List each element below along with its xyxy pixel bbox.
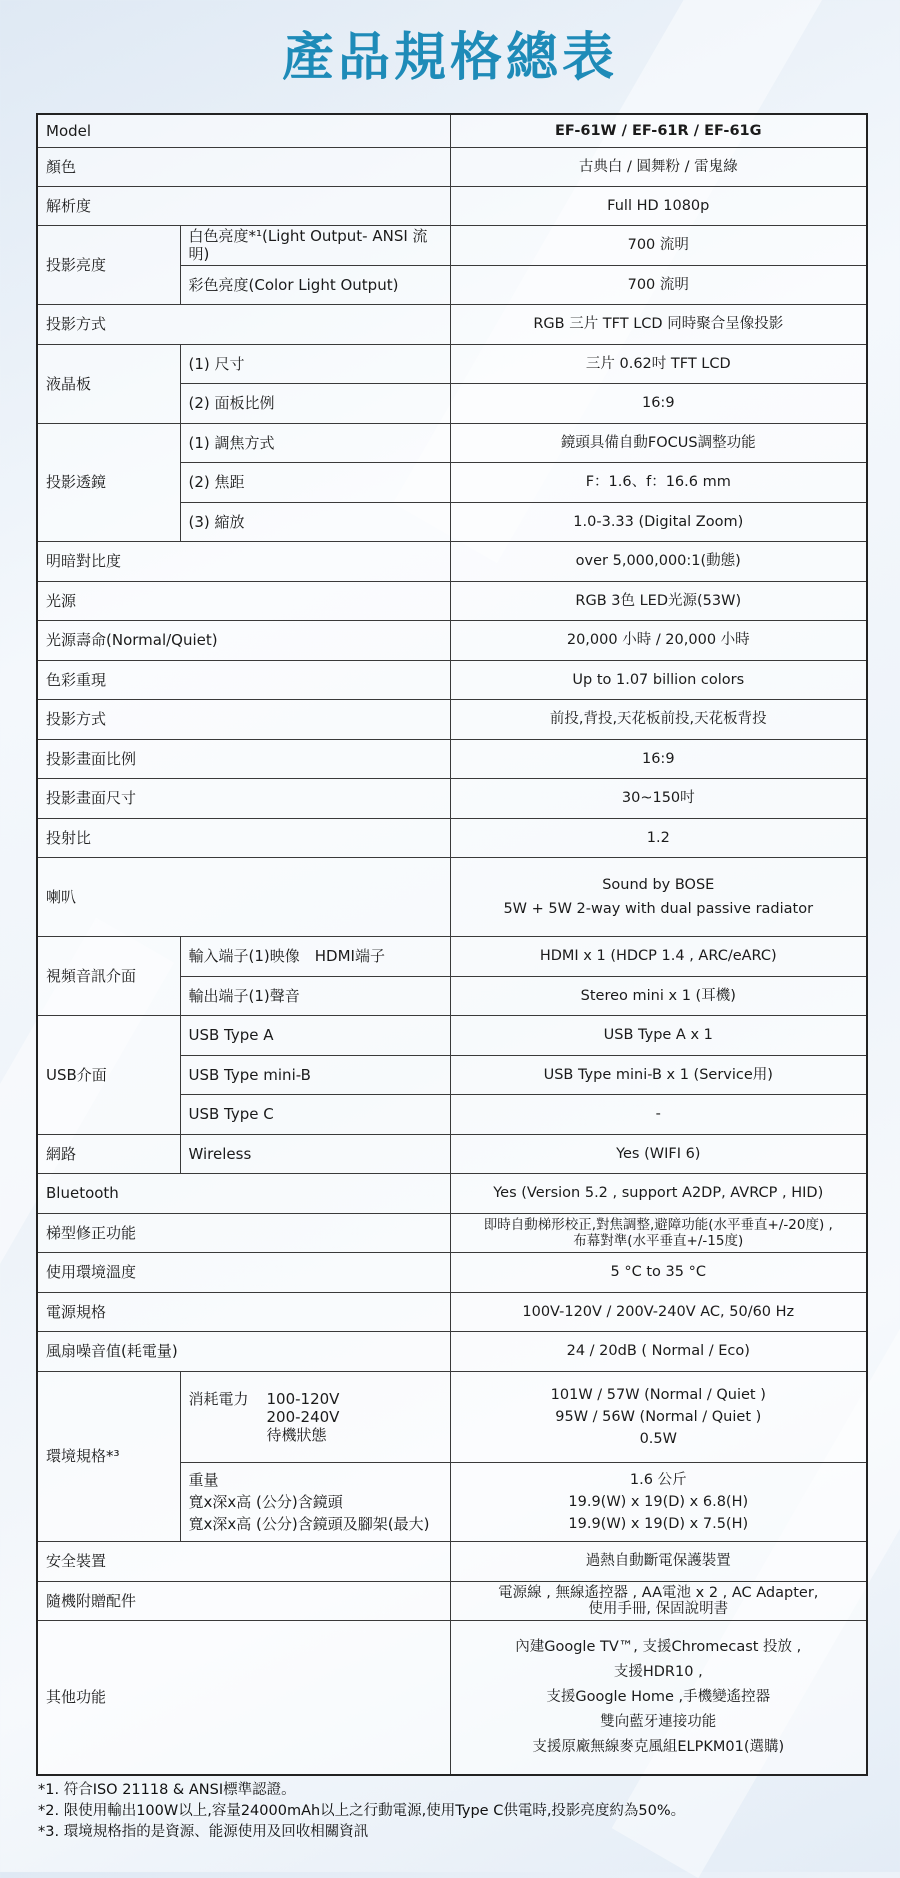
row-value: 內建Google TV™, 支援Chromecast 投放 , 支援HDR10 , 支援Google Home ,手機變遙控器 雙向藍牙連接功能 支援原廠無線麥克風組ELPKM01(選購) <box>450 1620 867 1775</box>
table-row <box>37 1331 867 1371</box>
sub-label: USB Type C <box>180 1094 450 1134</box>
footnotes <box>38 1780 868 1843</box>
row-value: 鏡頭具備自動FOCUS調整功能 <box>450 423 867 462</box>
row-value: EF-61W / EF-61R / EF-61G <box>450 114 867 147</box>
row-value: RGB 三片 TFT LCD 同時聚合呈像投影 <box>450 304 867 344</box>
row-label: 電源規格 <box>37 1292 450 1331</box>
group-label: 環境規格*³ <box>37 1371 180 1541</box>
table-row <box>37 1015 867 1055</box>
table-row <box>37 541 867 581</box>
row-label: 色彩重現 <box>37 660 450 699</box>
row-label: Bluetooth <box>37 1173 450 1213</box>
row-value: 古典白 / 圓舞粉 / 雷鬼綠 <box>450 147 867 186</box>
row-label: 隨機附贈配件 <box>37 1581 450 1620</box>
table-row <box>37 699 867 739</box>
sub-label: 消耗電力 <box>188 1389 249 1408</box>
table-row <box>37 1213 867 1252</box>
row-label: 解析度 <box>37 186 450 225</box>
table-row <box>37 660 867 699</box>
row-value: - <box>450 1094 867 1134</box>
table-row <box>37 1134 867 1173</box>
row-value: 16:9 <box>450 739 867 778</box>
table-row <box>37 304 867 344</box>
table-row <box>37 1541 867 1581</box>
row-value: 1.2 <box>450 818 867 857</box>
row-label: 投影方式 <box>37 699 450 739</box>
row-value: over 5,000,000:1(動態) <box>450 541 867 581</box>
table-row <box>37 1581 867 1620</box>
row-label: 投影畫面尺寸 <box>37 778 450 818</box>
table-row <box>37 620 867 660</box>
group-label: 液晶板 <box>37 344 180 423</box>
page-title: 產品規格總表 <box>281 28 618 88</box>
row-label: 投影畫面比例 <box>37 739 450 778</box>
group-label: USB介面 <box>37 1015 180 1134</box>
row-value: 101W / 57W (Normal / Quiet ) 95W / 56W (Normal / Quiet ) 0.5W <box>450 1371 867 1462</box>
row-value: 20,000 小時 / 20,000 小時 <box>450 620 867 660</box>
table-row <box>37 344 867 383</box>
sub-label: 輸入端子(1)映像 HDMI端子 <box>180 936 450 976</box>
table-row <box>37 818 867 857</box>
row-value: 電源線 , 無線遙控器 , AA電池 x 2 , AC Adapter, 使用手冊, 保固說明書 <box>450 1581 867 1620</box>
row-value: 三片 0.62吋 TFT LCD <box>450 344 867 383</box>
row-value: HDMI x 1 (HDCP 1.4 , ARC/eARC) <box>450 936 867 976</box>
row-label: 使用環境溫度 <box>37 1252 450 1292</box>
table-row <box>37 936 867 976</box>
table-row <box>37 225 867 265</box>
row-label: 顏色 <box>37 147 450 186</box>
spec-table <box>36 113 868 1776</box>
row-value: 1.0-3.33 (Digital Zoom) <box>450 502 867 541</box>
row-label: 風扇噪音值(耗電量) <box>37 1331 450 1371</box>
row-value: Yes (WIFI 6) <box>450 1134 867 1173</box>
row-label: 光源壽命(Normal/Quiet) <box>37 620 450 660</box>
table-row <box>37 1371 867 1462</box>
group-label: 網路 <box>37 1134 180 1173</box>
table-row <box>37 147 867 186</box>
table-row <box>37 1173 867 1213</box>
row-value: RGB 3色 LED光源(53W) <box>450 581 867 620</box>
row-label: Model <box>37 114 450 147</box>
table-row <box>37 1292 867 1331</box>
row-value: 即時自動梯形校正,對焦調整,避障功能(水平垂直+/-20度) , 布幕對準(水平垂直+/-15度) <box>450 1213 867 1252</box>
row-label: 梯型修正功能 <box>37 1213 450 1252</box>
row-value: 30~150吋 <box>450 778 867 818</box>
row-value: 24 / 20dB ( Normal / Eco) <box>450 1331 867 1371</box>
row-value: Up to 1.07 billion colors <box>450 660 867 699</box>
power-consumption-block <box>189 1390 442 1444</box>
row-value: 700 流明 <box>450 265 867 304</box>
row-label: 喇叭 <box>37 857 450 936</box>
sub-label: 彩色亮度(Color Light Output) <box>180 265 450 304</box>
sub-label: Wireless <box>180 1134 450 1173</box>
row-value: 700 流明 <box>450 225 867 265</box>
sub-label: 白色亮度*¹(Light Output- ANSI 流明) <box>180 225 450 265</box>
row-value: Sound by BOSE 5W + 5W 2-way with dual passive radiator <box>450 857 867 936</box>
table-row <box>37 114 867 147</box>
row-label: 光源 <box>37 581 450 620</box>
sub-label: (2) 面板比例 <box>180 383 450 423</box>
group-label: 投影透鏡 <box>37 423 180 541</box>
sub-label: (1) 尺寸 <box>180 344 450 383</box>
sub-label: USB Type mini-B <box>180 1055 450 1094</box>
row-label: 投射比 <box>37 818 450 857</box>
row-value: 過熱自動斷電保護裝置 <box>450 1541 867 1581</box>
row-label: 安全裝置 <box>37 1541 450 1581</box>
row-value: 1.6 公斤 19.9(W) x 19(D) x 6.8(H) 19.9(W) x 19(D) x 7.5(H) <box>450 1462 867 1541</box>
row-value: 100V-120V / 200V-240V AC, 50/60 Hz <box>450 1292 867 1331</box>
table-row <box>37 857 867 936</box>
row-value: 前投,背投,天花板前投,天花板背投 <box>450 699 867 739</box>
row-value: 16:9 <box>450 383 867 423</box>
row-value: 5 °C to 35 °C <box>450 1252 867 1292</box>
sub-label: (2) 焦距 <box>180 462 450 502</box>
footnote: *3. 環境規格指的是資源、能源使用及回收相關資訊 <box>38 1824 369 1840</box>
row-label: 明暗對比度 <box>37 541 450 581</box>
sub-label: (1) 調焦方式 <box>180 423 450 462</box>
sub-label: 重量 寬x深x高 (公分)含鏡頭 寬x深x高 (公分)含鏡頭及腳架(最大) <box>180 1462 450 1541</box>
row-value: Full HD 1080p <box>450 186 867 225</box>
table-row <box>37 1620 867 1775</box>
row-value: USB Type A x 1 <box>450 1015 867 1055</box>
sub-cell <box>180 1371 450 1462</box>
table-row <box>37 423 867 462</box>
row-value: Stereo mini x 1 (耳機) <box>450 976 867 1015</box>
row-value: USB Type mini-B x 1 (Service用) <box>450 1055 867 1094</box>
sub-label: 輸出端子(1)聲音 <box>180 976 450 1015</box>
sub-values: 100-120V 200-240V 待機狀態 <box>266 1389 340 1444</box>
row-label: 其他功能 <box>37 1620 450 1775</box>
row-value: Yes (Version 5.2 , support A2DP, AVRCP , HID) <box>450 1173 867 1213</box>
row-value: F：1.6、f：16.6 mm <box>450 462 867 502</box>
table-row <box>37 739 867 778</box>
footnote: *2. 限使用輸出100W以上,容量24000mAh以上之行動電源,使用Type C供電時,投影亮度約為50%。 <box>38 1803 686 1819</box>
row-label: 投影方式 <box>37 304 450 344</box>
table-row <box>37 186 867 225</box>
sub-label: (3) 縮放 <box>180 502 450 541</box>
table-row <box>37 778 867 818</box>
sub-label: USB Type A <box>180 1015 450 1055</box>
footnote: *1. 符合ISO 21118 & ANSI標準認證。 <box>38 1782 296 1798</box>
group-label: 視頻音訊介面 <box>37 936 180 1015</box>
group-label: 投影亮度 <box>37 225 180 304</box>
table-row <box>37 1252 867 1292</box>
table-row <box>37 581 867 620</box>
